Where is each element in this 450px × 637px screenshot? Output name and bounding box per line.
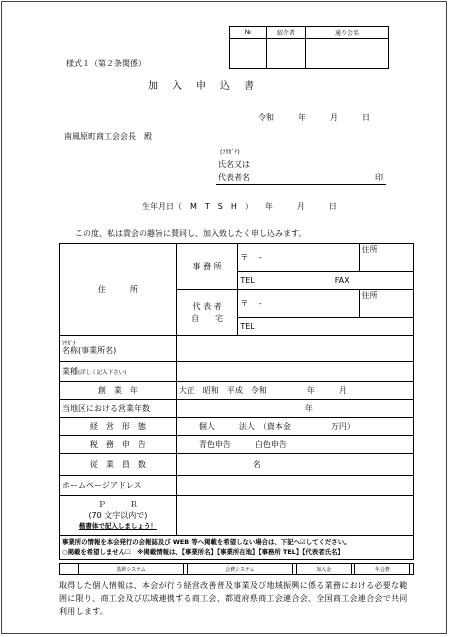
tax-return-label: 税 務 申 告 xyxy=(60,436,177,454)
founded-label: 創 業 年 xyxy=(60,382,177,400)
tax-return-value[interactable]: 青色申告 白色申告 xyxy=(176,436,413,454)
business-name-field[interactable] xyxy=(176,336,413,362)
office-address[interactable]: 住所 xyxy=(359,244,413,272)
years-label: 当地区における営業年数 xyxy=(60,400,177,418)
privacy-notice: 取得した個人情報は、本会が行う経営改善普及事業及び地域振興に係る業務における必要な範囲に限り、商工会及び広域連携する商工会、都道府県商工会連合会、全国商工会連合会で共同利用します。 xyxy=(59,581,408,616)
industry-label: 業種(詳しく記入下さい) xyxy=(60,362,177,382)
seal-mark: 印 xyxy=(375,173,383,182)
rep-home-label: 代 表 者 自 宅 xyxy=(176,290,237,336)
application-table xyxy=(59,243,414,560)
date-line: 令和 年 月 日 xyxy=(258,113,370,122)
management-form-label: 経 営 形 態 xyxy=(60,418,177,436)
founded-value[interactable]: 大正 昭和 平成 令和 年 月 xyxy=(176,382,413,400)
page-title: 加 入 申 込 書 xyxy=(148,81,256,92)
pr-label: Ｐ Ｒ xyxy=(97,500,138,510)
publication-line-2[interactable]: ○掲載を希望しません☐ ※掲載情報は、【事業所名】【事業所在地】【事務所 TEL】【代表者氏名】 xyxy=(62,547,344,556)
address-label: 住 所 xyxy=(60,244,177,336)
furigana-label: (ﾌﾘｶﾞﾅ) xyxy=(220,149,240,156)
management-form-value[interactable]: 個人 法人 （資本金 万円） xyxy=(176,418,413,436)
office-use-fee-system: 会費システム xyxy=(187,564,292,575)
publication-line-1: 事業所の情報を本会発行の会報誌及び WEB 等へ掲載を希望しない場合は、下記へ☑してください。 xyxy=(62,537,351,546)
reference-table xyxy=(229,26,389,69)
employees-label: 従 業 員 数 xyxy=(60,454,177,476)
home-address[interactable]: 住所 xyxy=(359,290,413,318)
ref-header-no: № xyxy=(230,27,267,39)
home-postal[interactable]: 〒 - xyxy=(238,290,359,318)
representative-label: 代表者名 xyxy=(218,173,250,182)
publication-notice xyxy=(60,536,414,560)
office-use-entry-fee: 加入金 xyxy=(296,564,351,575)
office-use-annual-fee-box xyxy=(410,564,414,575)
industry-field[interactable] xyxy=(176,362,413,382)
office-label: 事 務 所 xyxy=(176,244,237,290)
office-use-blank xyxy=(60,564,79,575)
ref-header-introducer: 紹介者 xyxy=(267,27,306,39)
pr-instruction: 楷書体で記入しましょう！ xyxy=(78,521,157,530)
name-furigana: ﾌﾘｶﾞﾅ xyxy=(62,341,76,348)
ref-cell-introducer[interactable] xyxy=(267,39,306,69)
industry-note: (詳しく記入下さい) xyxy=(78,370,127,376)
homepage-field[interactable] xyxy=(176,476,413,496)
ref-header-street: 通り会名 xyxy=(306,27,389,39)
office-postal[interactable]: 〒 - xyxy=(238,244,359,272)
signature-line xyxy=(216,184,386,185)
office-use-table xyxy=(59,563,414,575)
employees-value[interactable]: 名 xyxy=(176,454,413,476)
pr-label-cell xyxy=(60,496,177,536)
office-tel-row[interactable] xyxy=(238,272,414,290)
office-use-core-system: 基幹システム xyxy=(79,564,184,575)
pr-field[interactable] xyxy=(176,496,413,536)
name-label: 氏名又は xyxy=(218,160,250,169)
office-use-annual-fee: 年会費 xyxy=(355,564,410,575)
years-value[interactable]: 年 xyxy=(176,400,413,418)
homepage-label: ホームページアドレス xyxy=(60,476,177,496)
office-fax-label: FAX xyxy=(334,276,350,285)
office-tel-label: TEL xyxy=(240,276,255,285)
ref-cell-no[interactable] xyxy=(230,39,267,69)
business-name-label: ﾌﾘｶﾞﾅ 名称(事業所名) xyxy=(60,336,177,362)
statement: この度、私は貴会の趣旨に賛同し、加入致したく申し込みます。 xyxy=(75,229,307,238)
pr-note: (70 文字以内で) xyxy=(88,511,148,521)
form-id: 様式１（第２条関係） xyxy=(66,59,146,68)
addressee: 南風原町商工会会長 殿 xyxy=(64,132,152,141)
home-tel[interactable]: TEL xyxy=(238,318,414,336)
ref-cell-street[interactable] xyxy=(306,39,389,69)
birthdate-line: 生年月日（ M T S H ） 年 月 日 xyxy=(142,202,337,211)
